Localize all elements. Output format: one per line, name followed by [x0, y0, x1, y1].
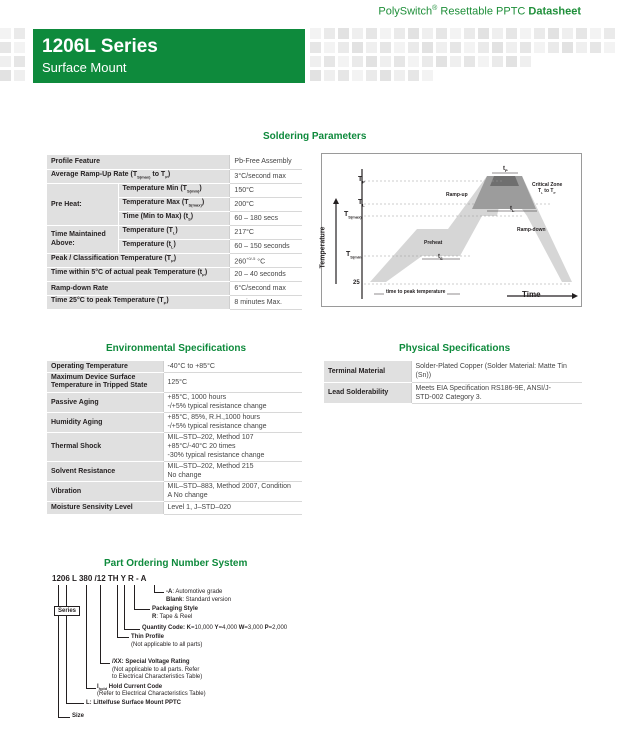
decorative-square	[324, 56, 335, 67]
row-value: 6°C/second max	[230, 281, 302, 295]
environmental-title: Environmental Specifications	[106, 343, 247, 354]
soldering-title: Soldering Parameters	[263, 131, 367, 142]
tree-line	[58, 717, 70, 718]
table-row	[324, 382, 582, 403]
decorative-square	[380, 56, 391, 67]
decorative-square	[520, 56, 531, 67]
decorative-square	[338, 42, 349, 53]
row-value: 200°C	[230, 197, 302, 211]
voltage-title: /XX: Special Voltage Rating	[112, 659, 190, 665]
row-key: Passive Aging	[47, 392, 163, 412]
tree-line	[134, 609, 150, 610]
row-value: Meets EIA Specification RS186-9E, ANSI/J- STD-002 Category 3.	[411, 382, 582, 403]
decorative-square	[352, 28, 363, 39]
row-value: $260^{+0/-5}$ °C	[230, 253, 302, 267]
ordering-code: 1206 L 380 /12 TH Y R - A	[52, 574, 147, 583]
decorative-square	[562, 42, 573, 53]
decorative-square	[366, 42, 377, 53]
row-value: -40°C to +85°C	[163, 361, 302, 372]
decorative-square	[0, 56, 11, 67]
reflow-profile-diagram	[321, 153, 582, 307]
series-subtitle: Surface Mount	[42, 60, 127, 75]
decorative-square	[14, 70, 25, 81]
ordering-title: Part Ordering Number System	[104, 558, 248, 569]
decorative-square	[492, 56, 503, 67]
rampup-label: Ramp-up	[446, 192, 468, 198]
table-row	[47, 392, 302, 412]
decorative-square	[562, 28, 573, 39]
tp-label: $T_P$	[358, 176, 365, 185]
decorative-square	[422, 28, 433, 39]
series-label-box: Series	[54, 606, 80, 616]
decorative-square	[590, 28, 601, 39]
environmental-table	[47, 361, 302, 515]
decorative-square	[366, 56, 377, 67]
voltage-note-1: (Not applicable to all parts. Refer	[112, 667, 200, 673]
decorative-square	[408, 56, 419, 67]
tree-line	[154, 592, 164, 593]
tsmin-label: $T_{S(min)}$	[346, 251, 363, 260]
decorative-square	[408, 42, 419, 53]
decorative-square	[408, 28, 419, 39]
decorative-square	[478, 42, 489, 53]
table-row	[47, 412, 302, 432]
series-banner	[33, 29, 305, 83]
row-group: Time Maintained Above:	[47, 225, 118, 253]
l-title: L: Littelfuse Surface Mount PPTC	[86, 700, 182, 706]
thin-profile-note: (Not applicable to all parts)	[131, 642, 203, 648]
row-value: MIL–STD–883, Method 2007, Condition A No change	[163, 481, 302, 501]
series-title: 1206L Series	[42, 36, 158, 57]
decorative-square	[394, 42, 405, 53]
decorative-square	[324, 28, 335, 39]
y-axis-label: Temperature	[319, 226, 327, 269]
decorative-square	[310, 70, 321, 81]
tsmax-label: $T_{S(max)}$	[344, 211, 362, 220]
ts-time-label: $t_S$	[438, 254, 443, 262]
row-key: Thermal Shock	[47, 432, 163, 461]
decorative-square	[520, 28, 531, 39]
decorative-square	[394, 70, 405, 81]
physical-title: Physical Specifications	[399, 343, 511, 354]
decorative-square	[464, 42, 475, 53]
row-value: Solder-Plated Copper (Solder Material: Matte Tin (Sn))	[411, 361, 582, 382]
decorative-square	[450, 42, 461, 53]
y25-label: 25	[353, 280, 360, 286]
tp-time-label: $t_P$	[503, 166, 508, 174]
table-row	[47, 361, 302, 372]
table-row	[47, 501, 302, 514]
table-row	[47, 267, 302, 281]
decorative-square	[408, 70, 419, 81]
tree-line	[86, 585, 87, 688]
row-key: Temperature $(T_L)$	[118, 225, 230, 239]
table-row	[47, 372, 302, 392]
critical-zone-range: $T_L$ to $T_P$	[538, 188, 556, 195]
tl-time-label: $t_L$	[510, 206, 515, 214]
row-key: Humidity Aging	[47, 412, 163, 432]
peak-zone-area	[490, 176, 519, 186]
decorative-square	[534, 42, 545, 53]
tree-line	[134, 585, 135, 609]
x-axis-label: Time	[522, 290, 541, 299]
decorative-square	[324, 70, 335, 81]
decorative-square	[548, 42, 559, 53]
decorative-square	[478, 28, 489, 39]
rampdown-label: Ramp-down	[517, 227, 546, 233]
decorative-square	[422, 70, 433, 81]
preheat-label: Preheat	[424, 240, 443, 246]
row-key: Operating Temperature	[47, 361, 163, 372]
decorative-square	[352, 42, 363, 53]
tree-line	[100, 585, 101, 663]
decorative-square	[380, 42, 391, 53]
table-row	[47, 481, 302, 501]
decorative-square	[492, 28, 503, 39]
decorative-square	[338, 28, 349, 39]
decorative-square	[380, 70, 391, 81]
decorative-square	[576, 42, 587, 53]
row-key: Ramp-down Rate	[47, 281, 230, 295]
thin-profile-title: Thin Profile	[131, 634, 164, 640]
decorative-square	[14, 28, 25, 39]
temp-arrowhead	[333, 198, 339, 204]
row-value: +85°C, 1000 hours -/+5% typical resistance change	[163, 392, 302, 412]
size-label: Size	[72, 713, 85, 719]
blank-line: Blank: Standard version	[166, 597, 232, 603]
decorative-square	[0, 28, 11, 39]
row-value: 3°C/second max	[230, 169, 302, 183]
packaging-line: R: Tape & Reel	[152, 614, 193, 620]
row-value: 150°C	[230, 183, 302, 197]
packaging-title: Packaging Style	[152, 606, 199, 612]
decorative-square	[380, 28, 391, 39]
table-row	[47, 295, 302, 309]
decorative-square	[14, 56, 25, 67]
table-row	[47, 169, 302, 183]
decorative-square	[506, 56, 517, 67]
row-key: Lead Solderability	[324, 382, 411, 403]
voltage-note-2: to Electrical Characteristics Table)	[112, 674, 203, 680]
row-value: 125°C	[163, 372, 302, 392]
decorative-square	[520, 42, 531, 53]
row-value: 8 minutes Max.	[230, 295, 302, 309]
row-key: Terminal Material	[324, 361, 411, 382]
decorative-square	[14, 42, 25, 53]
row-key: Moisture Sensivity Level	[47, 501, 163, 514]
row-value: Level 1, J–STD–020	[163, 501, 302, 514]
row-key: Profile Feature	[47, 155, 230, 169]
row-key: Vibration	[47, 481, 163, 501]
table-row	[47, 432, 302, 461]
physical-table	[324, 361, 582, 404]
row-value: MIL–STD–202, Method 107 +85°C/-40°C 20 times -30% typical resistance change	[163, 432, 302, 461]
decorative-square	[464, 56, 475, 67]
decorative-square	[604, 28, 615, 39]
decorative-square	[436, 56, 447, 67]
decorative-square	[338, 56, 349, 67]
row-key: Solvent Resistance	[47, 461, 163, 481]
row-key: Maximum Device Surface Temperature in Tripped State	[47, 372, 163, 392]
decorative-square	[436, 28, 447, 39]
decorative-square	[338, 70, 349, 81]
tree-line	[124, 629, 140, 630]
hold-title: $I_{hold}$ Hold Current Code	[97, 684, 163, 692]
row-key: Time within 5°C of actual peak Temperature $(t_P)$	[47, 267, 230, 281]
decorative-square	[506, 28, 517, 39]
datasheet-header: PolySwitch® Resettable PPTC Datasheet	[378, 5, 581, 18]
tree-line	[117, 585, 118, 638]
decorative-square	[310, 42, 321, 53]
tree-line	[58, 585, 59, 718]
table-row	[47, 183, 302, 197]
decorative-square	[436, 42, 447, 53]
page-header	[0, 0, 623, 24]
tree-line	[66, 703, 84, 704]
decorative-square	[394, 56, 405, 67]
row-key: Peak / Classification Temperature $(T_P)$	[47, 253, 230, 267]
decorative-square	[478, 56, 489, 67]
decorative-square	[464, 28, 475, 39]
row-key: Average Ramp-Up Rate ($T_{S(max)}$ to $T_P$)	[47, 169, 230, 183]
table-row	[47, 225, 302, 239]
tree-line	[86, 688, 96, 689]
row-value: Pb-Free Assembly	[230, 155, 302, 169]
table-row	[47, 155, 302, 169]
tree-line	[124, 585, 125, 630]
tl-label: $T_L$	[358, 199, 365, 208]
tree-line	[100, 663, 110, 664]
quantity-line: Quantity Code: K=10,000 Y=4,000 W=3,000 P=2,000	[142, 625, 288, 631]
decorative-square	[548, 28, 559, 39]
row-group: Pre Heat:	[47, 183, 118, 225]
decorative-square	[534, 28, 545, 39]
table-row	[47, 253, 302, 267]
decorative-square	[366, 70, 377, 81]
tree-line	[117, 637, 129, 638]
row-value: 20 – 40 seconds	[230, 267, 302, 281]
decorative-square	[352, 56, 363, 67]
row-value: MIL–STD–202, Method 215 No change	[163, 461, 302, 481]
row-key: Temperature $(t_L)$	[118, 239, 230, 253]
table-row	[47, 461, 302, 481]
row-value: 217°C	[230, 225, 302, 239]
row-key: Time (Min to Max) $(t_S)$	[118, 211, 230, 225]
row-value: +85°C, 85%, R.H.,1000 hours -/+5% typical resistance change	[163, 412, 302, 432]
decorative-square	[576, 28, 587, 39]
decorative-square	[590, 42, 601, 53]
row-key: Temperature Max $(T_{S(max)})$	[118, 197, 230, 211]
decorative-square	[310, 56, 321, 67]
decorative-square	[310, 28, 321, 39]
decorative-square	[422, 42, 433, 53]
decorative-square	[450, 28, 461, 39]
critical-zone-label: Critical Zone	[532, 182, 563, 188]
hold-note: (Refer to Electrical Characteristics Table)	[97, 691, 206, 697]
time-arrowhead	[572, 293, 578, 299]
table-row	[47, 281, 302, 295]
decorative-square	[450, 56, 461, 67]
decorative-square	[506, 42, 517, 53]
row-key: Time 25°C to peak Temperature $(T_P)$	[47, 295, 230, 309]
decorative-square	[604, 42, 615, 53]
row-value: 60 – 150 seconds	[230, 239, 302, 253]
decorative-square	[366, 28, 377, 39]
time-to-peak-label: time to peak temperature	[386, 289, 446, 295]
decorative-square	[422, 56, 433, 67]
decorative-square	[324, 42, 335, 53]
decorative-square	[394, 28, 405, 39]
row-value: 60 – 180 secs	[230, 211, 302, 225]
soldering-table	[47, 155, 302, 310]
decorative-square	[352, 70, 363, 81]
row-key: Temperature Min $(T_{S(min)})$	[118, 183, 230, 197]
decorative-square	[0, 70, 11, 81]
decorative-square	[492, 42, 503, 53]
decorative-square	[0, 42, 11, 53]
tree-line	[66, 585, 67, 703]
automotive-line: -A: Automotive grade	[166, 589, 223, 595]
table-row	[324, 361, 582, 382]
